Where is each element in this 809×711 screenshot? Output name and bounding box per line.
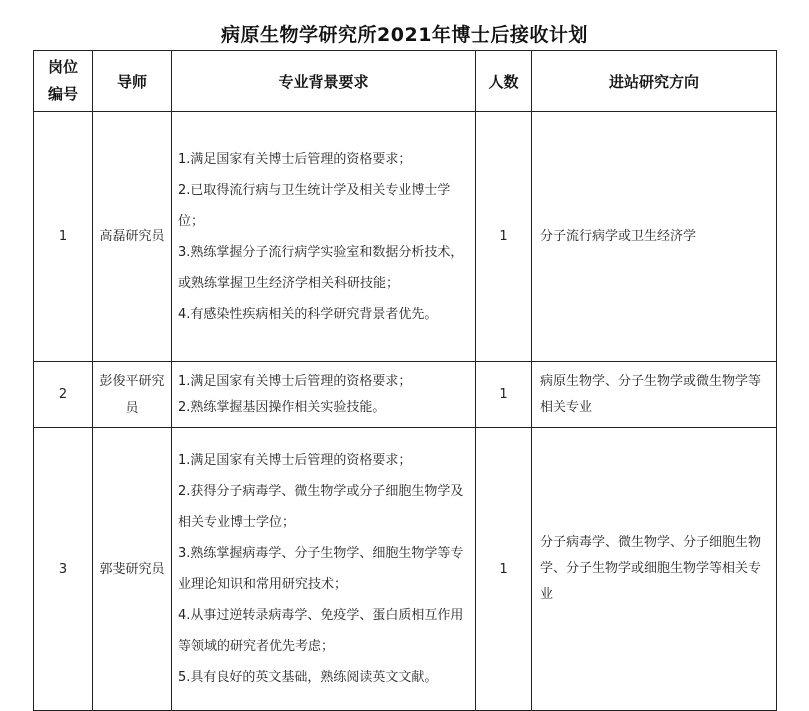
direction-cell: 分子流行病学或卫生经济学 bbox=[532, 112, 777, 362]
header-position-id bbox=[34, 51, 93, 112]
header-direction: 进站研究方向 bbox=[532, 51, 777, 112]
requirement-item: 2.已取得流行病与卫生统计学及相关专业博士学位； bbox=[178, 182, 451, 229]
requirement-item: 1.满足国家有关博士后管理的资格要求； bbox=[178, 373, 412, 389]
requirement-item: 1.满足国家有关博士后管理的资格要求； bbox=[178, 453, 412, 468]
direction-cell: 分子病毒学、微生物学、分子细胞生物学、分子生物学或细胞生物学等相关专业 bbox=[532, 428, 777, 711]
requirement-item: 4.有感染性疾病相关的科学研究背景者优先。 bbox=[178, 306, 438, 322]
position-id-cell: 1 bbox=[34, 112, 93, 362]
requirement-item: 4.从事过逆转录病毒学、免疫学、蛋白质相互作用等领域的研究者优先考虑； bbox=[178, 608, 464, 654]
table-row bbox=[34, 428, 777, 711]
header-requirements: 专业背景要求 bbox=[172, 51, 476, 112]
header-position-id-line1: 岗位 bbox=[47, 58, 78, 76]
header-mentor: 导师 bbox=[93, 51, 172, 112]
count-cell: 1 bbox=[476, 428, 532, 711]
mentor-cell: 彭俊平研究员 bbox=[93, 362, 172, 428]
table-row bbox=[34, 112, 777, 362]
position-id-cell: 2 bbox=[34, 362, 93, 428]
requirement-item: 2.获得分子病毒学、微生物学或分子细胞生物学及相关专业博士学位； bbox=[178, 484, 464, 530]
requirement-item: 1.满足国家有关博士后管理的资格要求； bbox=[178, 151, 412, 167]
header-count: 人数 bbox=[476, 51, 532, 112]
recruitment-table bbox=[33, 50, 777, 711]
mentor-cell: 高磊研究员 bbox=[93, 112, 172, 362]
table-header-row bbox=[34, 51, 777, 112]
direction-cell: 病原生物学、分子生物学或微生物学等相关专业 bbox=[532, 362, 777, 428]
position-id-cell: 3 bbox=[34, 428, 93, 711]
requirement-item: 2.熟练掌握基因操作相关实验技能。 bbox=[178, 399, 386, 415]
count-cell: 1 bbox=[476, 112, 532, 362]
requirements-cell bbox=[172, 362, 476, 428]
requirement-item: 5.具有良好的英文基础，熟练阅读英文文献。 bbox=[178, 670, 438, 685]
table-row bbox=[34, 362, 777, 428]
mentor-cell: 郭斐研究员 bbox=[93, 428, 172, 711]
requirements-cell bbox=[172, 428, 476, 711]
requirement-item: 3.熟练掌握分子流行病学实验室和数据分析技术，或熟练掌握卫生经济学相关科研技能； bbox=[178, 244, 464, 291]
count-cell: 1 bbox=[476, 362, 532, 428]
header-position-id-line2: 编号 bbox=[47, 85, 78, 103]
requirement-item: 3.熟练掌握病毒学、分子生物学、细胞生物学等专业理论知识和常用研究技术； bbox=[178, 546, 464, 592]
requirements-cell bbox=[172, 112, 476, 362]
document-title: 病原生物学研究所2021年博士后接收计划 bbox=[221, 24, 588, 46]
